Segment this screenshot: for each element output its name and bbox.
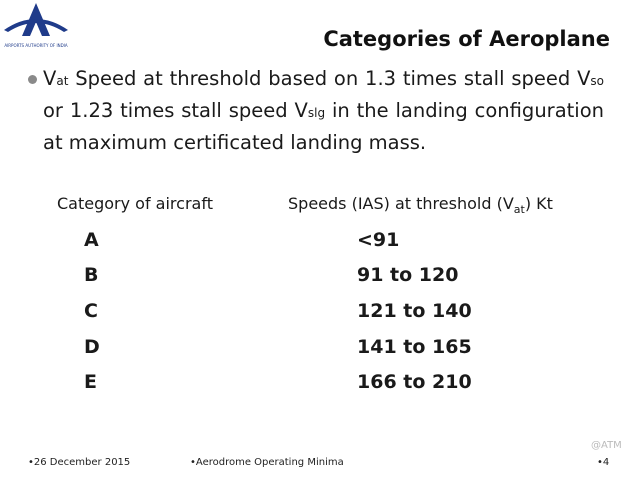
watermark-brand: @ATM [591,440,622,451]
bullet-icon [28,75,37,84]
header-speed: Speeds (IAS) at threshold $(V_{at})$ Kt [288,194,553,217]
category-cell: B [84,264,99,286]
speed-cell: 91 to 120 [357,264,459,286]
speed-cell: 141 to 165 [357,336,472,358]
category-cell: A [84,229,99,251]
bullet-text: Vat Speed at threshold based on 1.3 times stall speed Vso or 1.23 times stall speed Vslg in the landing configuration at maximum certificated landing mass. [43,67,604,154]
header-category: Category of aircraft [57,194,213,213]
bullet-paragraph [28,64,604,158]
speed-cell: 121 to 140 [357,300,472,322]
aai-logo [0,0,72,52]
speed-cell: <91 [357,229,400,251]
svg-text:AIRPORTS AUTHORITY OF INDIA: AIRPORTS AUTHORITY OF INDIA [4,43,68,48]
slide-title: Categories of Aeroplane [323,27,610,51]
page-number: •4 [597,457,610,468]
category-cell: E [84,371,97,393]
category-cell: C [84,300,98,322]
speed-cell: 166 to 210 [357,371,472,393]
category-cell: D [84,336,100,358]
footer-subject: •Aerodrome Operating Minima [190,457,344,468]
footer-date: •26 December 2015 [28,457,131,468]
